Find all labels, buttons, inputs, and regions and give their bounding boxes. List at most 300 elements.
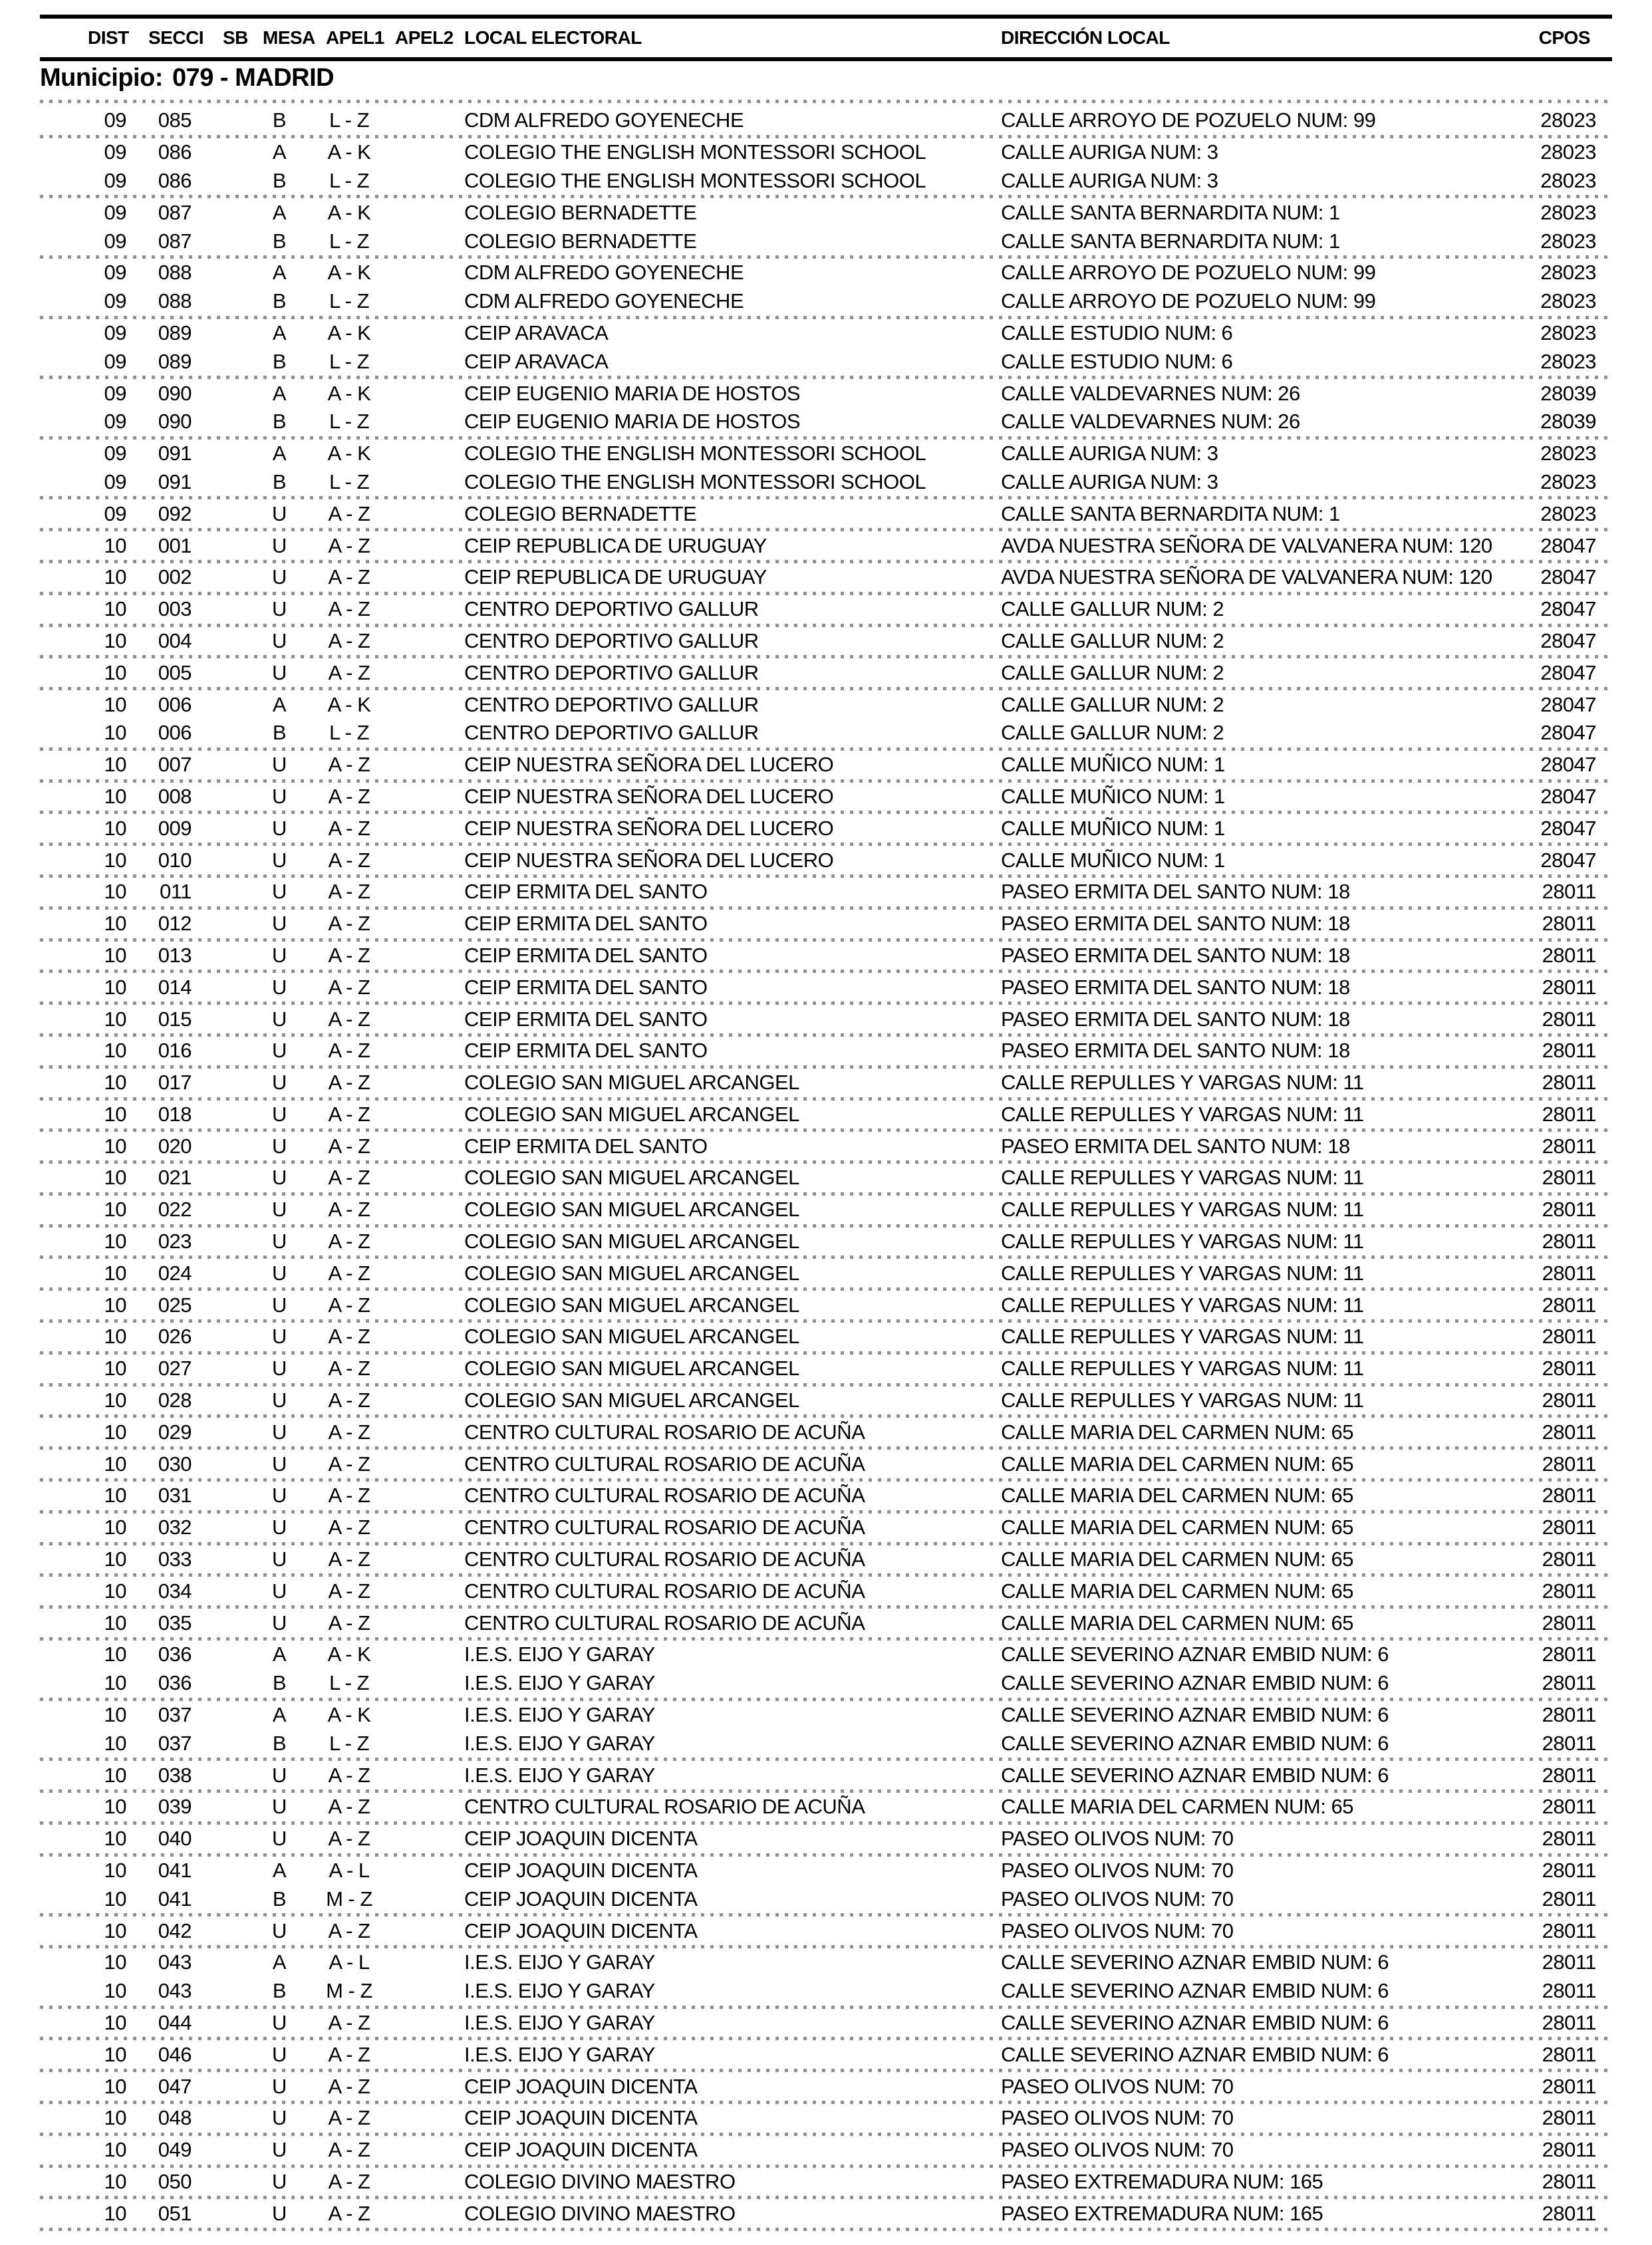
- cell-secci: 027: [158, 1357, 192, 1381]
- cell-dist: 09: [104, 261, 126, 285]
- cell-local-electoral: CENTRO CULTURAL ROSARIO DE ACUÑA: [464, 1452, 865, 1476]
- cell-local-electoral: CEIP ERMITA DEL SANTO: [464, 880, 708, 904]
- cell-dist: 10: [104, 753, 126, 777]
- cell-local-electoral: CEIP ERMITA DEL SANTO: [464, 1039, 708, 1063]
- cell-mesa: A: [272, 200, 287, 224]
- cell-dist: 10: [104, 660, 126, 684]
- table-row: [40, 1701, 1596, 1730]
- cell-local-electoral: COLEGIO THE ENGLISH MONTESSORI SCHOOL: [464, 442, 926, 465]
- table-row: [40, 1761, 1596, 1789]
- table-row: [40, 468, 1596, 497]
- table-row: [40, 1069, 1596, 1097]
- cell-direccion-local: CALLE SEVERINO AZNAR EMBID NUM: 6: [1001, 1979, 1389, 2003]
- cell-mesa: U: [272, 1134, 287, 1158]
- cell-direccion-local: PASEO OLIVOS NUM: 70: [1001, 1827, 1234, 1851]
- cell-direccion-local: CALLE MUÑICO NUM: 1: [1001, 753, 1225, 777]
- municipio-title: [40, 64, 334, 92]
- cell-local-electoral: I.E.S. EIJO Y GARAY: [464, 1671, 655, 1695]
- cell-dist: 10: [104, 1979, 126, 2003]
- cell-secci: 012: [158, 912, 192, 936]
- cell-apel-range: L - Z: [329, 349, 370, 373]
- cell-mesa: B: [272, 349, 287, 373]
- table-row: [40, 563, 1596, 592]
- cell-mesa: U: [272, 816, 287, 840]
- cell-mesa: U: [272, 501, 287, 525]
- cell-dist: 09: [104, 200, 126, 224]
- cell-direccion-local: CALLE REPULLES Y VARGAS NUM: 11: [1001, 1357, 1364, 1381]
- table-row: [40, 531, 1596, 560]
- cell-direccion-local: CALLE REPULLES Y VARGAS NUM: 11: [1001, 1071, 1364, 1095]
- cell-local-electoral: CDM ALFREDO GOYENECHE: [464, 108, 744, 132]
- cell-cpos: 28011: [1542, 2201, 1596, 2225]
- cell-apel-range: A - Z: [328, 848, 370, 872]
- cell-dist: 10: [104, 816, 126, 840]
- cell-mesa: A: [272, 1950, 287, 1974]
- cell-apel-range: A - Z: [328, 1516, 370, 1539]
- cell-apel-range: A - K: [327, 1643, 371, 1666]
- table-row: [40, 1545, 1596, 1574]
- cell-secci: 011: [160, 880, 192, 904]
- cell-secci: 041: [158, 1859, 192, 1883]
- cell-local-electoral: COLEGIO DIVINO MAESTRO: [464, 2201, 736, 2225]
- col-header-local: LOCAL ELECTORAL: [464, 27, 642, 48]
- cell-apel-range: A - Z: [328, 2201, 370, 2225]
- cell-dist: 10: [104, 943, 126, 967]
- col-header-sb: SB: [223, 27, 248, 48]
- table-row: [40, 1916, 1596, 1945]
- cell-cpos: 28011: [1542, 1388, 1596, 1412]
- cell-mesa: U: [272, 753, 287, 777]
- cell-apel-range: A - Z: [328, 597, 370, 621]
- cell-direccion-local: CALLE ARROYO DE POZUELO NUM: 99: [1001, 289, 1376, 313]
- table-row: [40, 408, 1596, 436]
- cell-apel-range: A - Z: [328, 1261, 370, 1285]
- cell-cpos: 28047: [1540, 816, 1596, 840]
- cell-apel-range: L - Z: [329, 108, 370, 132]
- cell-cpos: 28047: [1540, 848, 1596, 872]
- table-row: [40, 1450, 1596, 1478]
- cell-dist: 09: [104, 349, 126, 373]
- cell-dist: 10: [104, 692, 126, 716]
- cell-direccion-local: CALLE REPULLES Y VARGAS NUM: 11: [1001, 1230, 1364, 1254]
- cell-direccion-local: CALLE MARIA DEL CARMEN NUM: 65: [1001, 1579, 1353, 1603]
- cell-cpos: 28023: [1540, 469, 1596, 493]
- cell-cpos: 28011: [1542, 1950, 1596, 1974]
- table-row: [40, 878, 1596, 906]
- cell-local-electoral: CEIP NUESTRA SEÑORA DEL LUCERO: [464, 753, 834, 777]
- cell-direccion-local: CALLE SEVERINO AZNAR EMBID NUM: 6: [1001, 1763, 1389, 1787]
- cell-apel-range: A - Z: [328, 1827, 370, 1851]
- cell-dist: 09: [104, 410, 126, 434]
- cell-secci: 009: [158, 816, 192, 840]
- table-row: [40, 1885, 1596, 1913]
- cell-dist: 10: [104, 1357, 126, 1381]
- cell-cpos: 28011: [1542, 1611, 1596, 1635]
- cell-local-electoral: CENTRO DEPORTIVO GALLUR: [464, 597, 759, 621]
- cell-cpos: 28023: [1540, 261, 1596, 285]
- cell-local-electoral: COLEGIO BERNADETTE: [464, 200, 697, 224]
- cell-apel-range: A - K: [327, 200, 371, 224]
- cell-secci: 043: [158, 1950, 192, 1974]
- table-row: [40, 1729, 1596, 1758]
- cell-cpos: 28023: [1540, 321, 1596, 344]
- cell-cpos: 28039: [1540, 381, 1596, 405]
- cell-local-electoral: CENTRO DEPORTIVO GALLUR: [464, 692, 759, 716]
- cell-secci: 026: [158, 1325, 192, 1349]
- cell-secci: 015: [158, 1007, 192, 1031]
- cell-cpos: 28047: [1540, 692, 1596, 716]
- cell-apel-range: A - Z: [328, 1579, 370, 1603]
- cell-apel-range: L - Z: [329, 469, 370, 493]
- table-row: [40, 2072, 1596, 2101]
- cell-direccion-local: CALLE AURIGA NUM: 3: [1001, 442, 1218, 465]
- cell-cpos: 28023: [1540, 349, 1596, 373]
- cell-dist: 10: [104, 1198, 126, 1222]
- cell-secci: 010: [158, 848, 192, 872]
- cell-secci: 020: [158, 1134, 192, 1158]
- cell-secci: 036: [158, 1643, 192, 1666]
- table-row: [40, 719, 1596, 747]
- cell-local-electoral: COLEGIO SAN MIGUEL ARCANGEL: [464, 1357, 799, 1381]
- cell-secci: 036: [158, 1671, 192, 1695]
- table-row: [40, 1355, 1596, 1383]
- table-row: [40, 1323, 1596, 1351]
- cell-apel-range: A - Z: [328, 533, 370, 557]
- cell-dist: 10: [104, 1420, 126, 1444]
- cell-secci: 090: [158, 381, 192, 405]
- col-header-mesa: MESA: [263, 27, 315, 48]
- table-row: [40, 347, 1596, 376]
- cell-local-electoral: CENTRO CULTURAL ROSARIO DE ACUÑA: [464, 1579, 865, 1603]
- cell-apel-range: L - Z: [329, 410, 370, 434]
- cell-apel-range: A - Z: [328, 1230, 370, 1254]
- cell-cpos: 28011: [1542, 1731, 1596, 1755]
- cell-cpos: 28011: [1542, 1198, 1596, 1222]
- cell-dist: 09: [104, 289, 126, 313]
- cell-cpos: 28011: [1542, 1166, 1596, 1190]
- cell-local-electoral: I.E.S. EIJO Y GARAY: [464, 1731, 655, 1755]
- cell-direccion-local: CALLE GALLUR NUM: 2: [1001, 721, 1224, 745]
- cell-dist: 10: [104, 1230, 126, 1254]
- cell-mesa: U: [272, 784, 287, 808]
- cell-local-electoral: CEIP ERMITA DEL SANTO: [464, 912, 708, 936]
- cell-mesa: U: [272, 1293, 287, 1317]
- header-rule: [40, 57, 1612, 61]
- cell-direccion-local: CALLE ESTUDIO NUM: 6: [1001, 349, 1233, 373]
- cell-dist: 10: [104, 1134, 126, 1158]
- cell-local-electoral: CEIP ERMITA DEL SANTO: [464, 943, 708, 967]
- table-row: [40, 1514, 1596, 1542]
- cell-mesa: U: [272, 1547, 287, 1571]
- cell-apel-range: L - Z: [329, 1671, 370, 1695]
- cell-secci: 085: [158, 108, 192, 132]
- table-row: [40, 1577, 1596, 1605]
- cell-mesa: U: [272, 1827, 287, 1851]
- municipio-label: Municipio:: [40, 64, 163, 92]
- cell-direccion-local: CALLE REPULLES Y VARGAS NUM: 11: [1001, 1166, 1364, 1190]
- cell-apel-range: A - L: [329, 1950, 370, 1974]
- cell-cpos: 28023: [1540, 200, 1596, 224]
- cell-direccion-local: AVDA NUESTRA SEÑORA DE VALVANERA NUM: 120: [1001, 565, 1492, 589]
- cell-apel-range: A - Z: [328, 1293, 370, 1317]
- cell-local-electoral: COLEGIO SAN MIGUEL ARCANGEL: [464, 1388, 799, 1412]
- cell-local-electoral: I.E.S. EIJO Y GARAY: [464, 1703, 655, 1727]
- cell-direccion-local: CALLE AURIGA NUM: 3: [1001, 469, 1218, 493]
- cell-apel-range: A - Z: [328, 880, 370, 904]
- cell-apel-range: A - Z: [328, 660, 370, 684]
- cell-cpos: 28011: [1542, 2169, 1596, 2193]
- cell-mesa: U: [272, 1918, 287, 1942]
- cell-cpos: 28011: [1542, 1643, 1596, 1666]
- cell-mesa: U: [272, 1611, 287, 1635]
- cell-secci: 051: [158, 2201, 192, 2225]
- cell-mesa: U: [272, 1166, 287, 1190]
- cell-secci: 037: [158, 1703, 192, 1727]
- cell-dist: 10: [104, 1039, 126, 1063]
- cell-apel-range: A - Z: [328, 1763, 370, 1787]
- cell-cpos: 28023: [1540, 168, 1596, 192]
- table-row: [40, 690, 1596, 719]
- cell-dist: 10: [104, 1388, 126, 1412]
- cell-secci: 032: [158, 1516, 192, 1539]
- cell-dist: 10: [104, 1950, 126, 1974]
- cell-mesa: U: [272, 1452, 287, 1476]
- cell-secci: 092: [158, 501, 192, 525]
- cell-apel-range: A - Z: [328, 2106, 370, 2130]
- cell-apel-range: A - Z: [328, 1795, 370, 1819]
- cell-mesa: U: [272, 1198, 287, 1222]
- cell-cpos: 28011: [1542, 1102, 1596, 1126]
- cell-apel-range: A - Z: [328, 1071, 370, 1095]
- cell-local-electoral: CEIP ERMITA DEL SANTO: [464, 1134, 708, 1158]
- cell-secci: 028: [158, 1388, 192, 1412]
- cell-dist: 10: [104, 2106, 126, 2130]
- cell-direccion-local: CALLE MUÑICO NUM: 1: [1001, 784, 1225, 808]
- cell-mesa: U: [272, 943, 287, 967]
- cell-dist: 10: [104, 912, 126, 936]
- cell-local-electoral: COLEGIO THE ENGLISH MONTESSORI SCHOOL: [464, 469, 926, 493]
- col-header-direccion: DIRECCIÓN LOCAL: [1001, 27, 1170, 48]
- cell-cpos: 28011: [1542, 1979, 1596, 2003]
- cell-apel-range: L - Z: [329, 168, 370, 192]
- cell-dist: 10: [104, 975, 126, 999]
- cell-mesa: B: [272, 1979, 287, 2003]
- cell-local-electoral: CENTRO DEPORTIVO GALLUR: [464, 628, 759, 652]
- table-row: [40, 751, 1596, 779]
- cell-direccion-local: PASEO OLIVOS NUM: 70: [1001, 2074, 1234, 2098]
- cell-secci: 007: [158, 753, 192, 777]
- cell-dist: 10: [104, 1731, 126, 1755]
- cell-dist: 10: [104, 1166, 126, 1190]
- cell-mesa: A: [272, 442, 287, 465]
- table-row: [40, 973, 1596, 1001]
- cell-mesa: U: [272, 1388, 287, 1412]
- cell-mesa: A: [272, 381, 287, 405]
- table-row: [40, 499, 1596, 528]
- table-row: [40, 1857, 1596, 1885]
- cell-secci: 014: [158, 975, 192, 999]
- cell-cpos: 28011: [1542, 1007, 1596, 1031]
- cell-secci: 030: [158, 1452, 192, 1476]
- cell-dist: 10: [104, 1611, 126, 1635]
- cell-secci: 006: [158, 721, 192, 745]
- cell-direccion-local: CALLE SANTA BERNARDITA NUM: 1: [1001, 200, 1340, 224]
- cell-apel-range: A - K: [327, 692, 371, 716]
- cell-direccion-local: CALLE REPULLES Y VARGAS NUM: 11: [1001, 1325, 1364, 1349]
- cell-secci: 089: [158, 321, 192, 344]
- cell-direccion-local: CALLE MARIA DEL CARMEN NUM: 65: [1001, 1420, 1353, 1444]
- table-row: [40, 138, 1596, 167]
- cell-apel-range: L - Z: [329, 289, 370, 313]
- cell-dist: 10: [104, 1579, 126, 1603]
- cell-direccion-local: CALLE MARIA DEL CARMEN NUM: 65: [1001, 1516, 1353, 1539]
- table-row: [40, 1164, 1596, 1192]
- cell-secci: 006: [158, 692, 192, 716]
- cell-cpos: 28011: [1542, 1547, 1596, 1571]
- cell-secci: 086: [158, 168, 192, 192]
- cell-cpos: 28011: [1542, 1516, 1596, 1539]
- cell-direccion-local: CALLE GALLUR NUM: 2: [1001, 692, 1224, 716]
- cell-local-electoral: CEIP JOAQUIN DICENTA: [464, 2106, 698, 2130]
- cell-cpos: 28023: [1540, 289, 1596, 313]
- table-row: [40, 1609, 1596, 1637]
- cell-secci: 043: [158, 1979, 192, 2003]
- cell-mesa: U: [272, 597, 287, 621]
- cell-apel-range: A - Z: [328, 2011, 370, 2034]
- table-row: [40, 595, 1596, 624]
- cell-cpos: 28011: [1542, 1071, 1596, 1095]
- col-header-secci: SECCI: [148, 27, 204, 48]
- cell-local-electoral: I.E.S. EIJO Y GARAY: [464, 1763, 655, 1787]
- table-row: [40, 1387, 1596, 1415]
- table-row: [40, 783, 1596, 811]
- cell-secci: 048: [158, 2106, 192, 2130]
- cell-local-electoral: CENTRO CULTURAL ROSARIO DE ACUÑA: [464, 1484, 865, 1508]
- cell-local-electoral: COLEGIO SAN MIGUEL ARCANGEL: [464, 1325, 799, 1349]
- cell-cpos: 28011: [1542, 1452, 1596, 1476]
- table-row: [40, 1669, 1596, 1698]
- cell-direccion-local: CALLE VALDEVARNES NUM: 26: [1001, 410, 1300, 434]
- cell-direccion-local: PASEO ERMITA DEL SANTO NUM: 18: [1001, 912, 1350, 936]
- cell-cpos: 28023: [1540, 140, 1596, 164]
- cell-dist: 10: [104, 1703, 126, 1727]
- cell-cpos: 28011: [1542, 1293, 1596, 1317]
- table-row: [40, 2168, 1596, 2196]
- cell-direccion-local: PASEO EXTREMADURA NUM: 165: [1001, 2169, 1323, 2193]
- cell-direccion-local: CALLE MUÑICO NUM: 1: [1001, 848, 1225, 872]
- cell-cpos: 28011: [1542, 1859, 1596, 1883]
- cell-dist: 10: [104, 2042, 126, 2066]
- table-row: [40, 2104, 1596, 2133]
- cell-local-electoral: I.E.S. EIJO Y GARAY: [464, 2011, 655, 2034]
- cell-direccion-local: PASEO ERMITA DEL SANTO NUM: 18: [1001, 1134, 1350, 1158]
- table-row: [40, 198, 1596, 227]
- cell-local-electoral: COLEGIO SAN MIGUEL ARCANGEL: [464, 1071, 799, 1095]
- cell-cpos: 28011: [1542, 1827, 1596, 1851]
- cell-cpos: 28047: [1540, 721, 1596, 745]
- cell-cpos: 28047: [1540, 628, 1596, 652]
- cell-mesa: B: [272, 108, 287, 132]
- cell-dist: 10: [104, 721, 126, 745]
- cell-mesa: U: [272, 1102, 287, 1126]
- table-row: [40, 814, 1596, 843]
- cell-mesa: B: [272, 1731, 287, 1755]
- cell-local-electoral: COLEGIO SAN MIGUEL ARCANGEL: [464, 1261, 799, 1285]
- cell-dist: 09: [104, 381, 126, 405]
- cell-apel-range: A - L: [329, 1859, 370, 1883]
- cell-direccion-local: PASEO OLIVOS NUM: 70: [1001, 2106, 1234, 2130]
- cell-dist: 09: [104, 229, 126, 253]
- cell-apel-range: A - K: [327, 321, 371, 344]
- cell-local-electoral: CEIP REPUBLICA DE URUGUAY: [464, 565, 767, 589]
- cell-local-electoral: CEIP ERMITA DEL SANTO: [464, 1007, 708, 1031]
- cell-secci: 039: [158, 1795, 192, 1819]
- cell-direccion-local: CALLE AURIGA NUM: 3: [1001, 140, 1218, 164]
- cell-mesa: U: [272, 1484, 287, 1508]
- cell-cpos: 28011: [1542, 2042, 1596, 2066]
- cell-mesa: U: [272, 1579, 287, 1603]
- table-row: [40, 2040, 1596, 2069]
- cell-cpos: 28011: [1542, 1420, 1596, 1444]
- table-row: [40, 1793, 1596, 1821]
- cell-direccion-local: CALLE SEVERINO AZNAR EMBID NUM: 6: [1001, 1731, 1389, 1755]
- cell-direccion-local: PASEO ERMITA DEL SANTO NUM: 18: [1001, 880, 1350, 904]
- cell-dist: 10: [104, 2074, 126, 2098]
- cell-dist: 10: [104, 1484, 126, 1508]
- cell-apel-range: A - Z: [328, 2138, 370, 2162]
- cell-mesa: A: [272, 321, 287, 344]
- cell-dist: 10: [104, 1007, 126, 1031]
- cell-direccion-local: PASEO ERMITA DEL SANTO NUM: 18: [1001, 1007, 1350, 1031]
- cell-local-electoral: CENTRO CULTURAL ROSARIO DE ACUÑA: [464, 1516, 865, 1539]
- cell-apel-range: A - Z: [328, 1611, 370, 1635]
- cell-local-electoral: CEIP JOAQUIN DICENTA: [464, 1887, 698, 1911]
- cell-cpos: 28011: [1542, 975, 1596, 999]
- cell-cpos: 28047: [1540, 565, 1596, 589]
- cell-apel-range: A - Z: [328, 2042, 370, 2066]
- table-row: [40, 319, 1596, 348]
- cell-local-electoral: CEIP ERMITA DEL SANTO: [464, 975, 708, 999]
- cell-apel-range: A - Z: [328, 1325, 370, 1349]
- table-row: [40, 227, 1596, 255]
- cell-mesa: B: [272, 168, 287, 192]
- cell-local-electoral: CEIP REPUBLICA DE URUGUAY: [464, 533, 767, 557]
- cell-mesa: A: [272, 1859, 287, 1883]
- cell-direccion-local: CALLE REPULLES Y VARGAS NUM: 11: [1001, 1261, 1364, 1285]
- cell-cpos: 28011: [1542, 1357, 1596, 1381]
- cell-direccion-local: CALLE REPULLES Y VARGAS NUM: 11: [1001, 1388, 1364, 1412]
- cell-direccion-local: CALLE GALLUR NUM: 2: [1001, 628, 1224, 652]
- cell-apel-range: A - Z: [328, 753, 370, 777]
- cell-apel-range: A - K: [327, 140, 371, 164]
- cell-direccion-local: PASEO OLIVOS NUM: 70: [1001, 1918, 1234, 1942]
- cell-cpos: 28011: [1542, 2106, 1596, 2130]
- cell-direccion-local: PASEO ERMITA DEL SANTO NUM: 18: [1001, 1039, 1350, 1063]
- cell-local-electoral: CEIP NUESTRA SEÑORA DEL LUCERO: [464, 816, 834, 840]
- table-row: [40, 1418, 1596, 1446]
- cell-secci: 002: [158, 565, 192, 589]
- cell-secci: 087: [158, 200, 192, 224]
- cell-apel-range: A - Z: [328, 975, 370, 999]
- cell-secci: 004: [158, 628, 192, 652]
- cell-dist: 10: [104, 533, 126, 557]
- cell-cpos: 28011: [1542, 2138, 1596, 2162]
- cell-cpos: 28011: [1542, 1579, 1596, 1603]
- cell-apel-range: L - Z: [329, 721, 370, 745]
- cell-cpos: 28011: [1542, 1887, 1596, 1911]
- cell-cpos: 28023: [1540, 108, 1596, 132]
- cell-dist: 09: [104, 108, 126, 132]
